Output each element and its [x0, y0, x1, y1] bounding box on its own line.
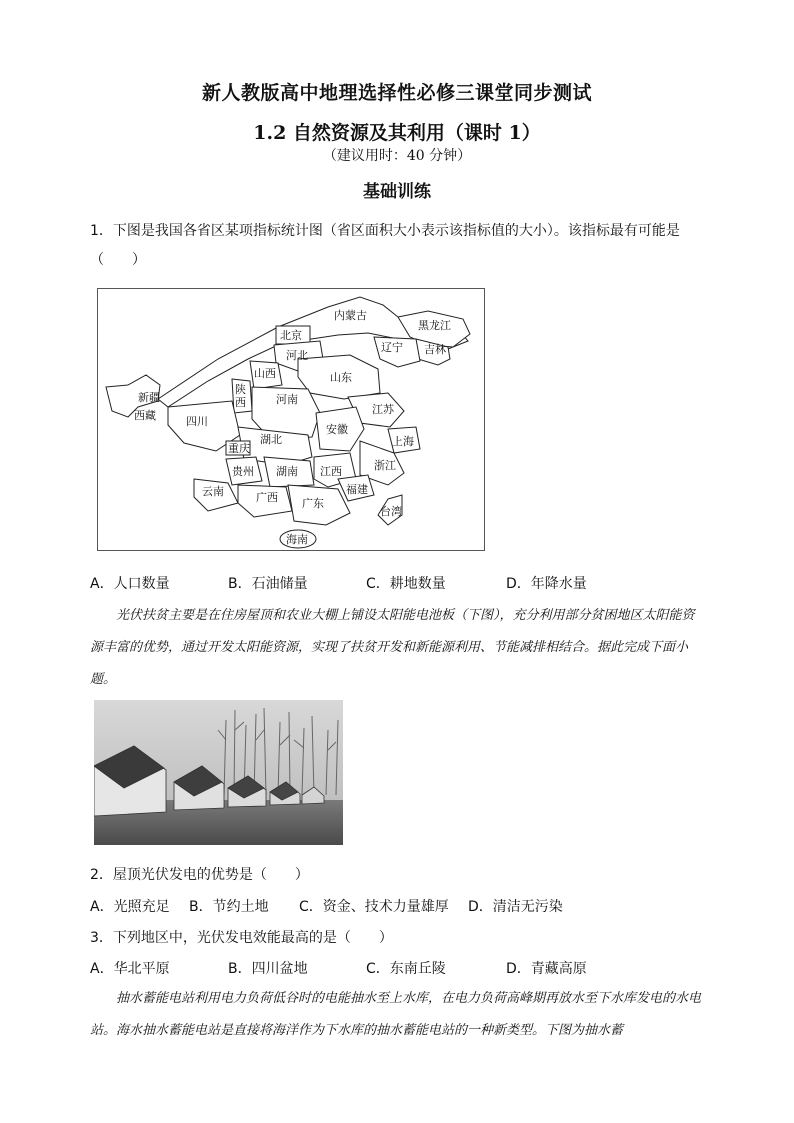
q3-option-a[interactable]: A．华北平原 [90, 961, 170, 977]
q1-option-b[interactable]: B．石油储量 [228, 576, 308, 592]
section-heading: 基础训练 [363, 182, 431, 202]
label-jilin: 吉林 [424, 343, 446, 356]
label-shaanxi-1: 陕 [235, 383, 246, 396]
label-hubei: 湖北 [260, 433, 282, 446]
label-sichuan: 四川 [186, 415, 208, 428]
label-taiwan: 台湾 [380, 505, 402, 518]
passage-solar: 光伏扶贫主要是在住房屋顶和农业大棚上铺设太阳能电池板（下图），充分利用部分贫困地区太阳能资源丰富的优势，通过开发太阳能资源，实现了扶贫开发和新能源利用、节能减排相结合。据此完成下面小题。 [90, 608, 695, 687]
q2-option-d[interactable]: D．清洁无污染 [468, 899, 563, 915]
question-3-stem: 3．下列地区中，光伏发电效能最高的是（ ） [90, 930, 393, 946]
question-2-options [90, 896, 563, 916]
q1-option-c[interactable]: C．耕地数量 [366, 576, 446, 592]
question-2-stem: 2．屋顶光伏发电的优势是（ ） [90, 867, 309, 883]
label-jiangxi: 江西 [320, 465, 342, 478]
label-neimenggu: 内蒙古 [334, 309, 367, 322]
label-shanxi: 山西 [254, 367, 276, 380]
label-guizhou: 贵州 [232, 465, 254, 478]
label-jiangsu: 江苏 [372, 403, 394, 416]
label-shanghai: 上海 [392, 435, 414, 448]
label-liaoning: 辽宁 [381, 341, 403, 354]
label-shandong: 山东 [330, 371, 352, 384]
label-hebei: 河北 [286, 349, 308, 362]
label-fujian: 福建 [346, 483, 368, 496]
label-chongqing: 重庆 [228, 442, 250, 455]
label-hunan: 湖南 [276, 465, 298, 478]
q1-option-d[interactable]: D．年降水量 [506, 576, 587, 592]
label-shaanxi-2: 西 [235, 396, 246, 409]
solar-rooftop-photo [94, 700, 343, 845]
lesson-title: 1.2 自然资源及其利用（课时 1） [253, 122, 541, 144]
q2-option-a[interactable]: A．光照充足 [90, 899, 170, 915]
time-note: （建议用时：40 分钟） [322, 148, 472, 164]
label-beijing: 北京 [280, 329, 302, 342]
label-xinjiang: 新疆 [138, 391, 160, 404]
label-zhejiang: 浙江 [374, 459, 396, 472]
question-1-options [90, 573, 587, 593]
question-1-stem: 1．下图是我国各省区某项指标统计图（省区面积大小表示该指标值的大小）。该指标最有可能是 [90, 223, 680, 239]
q2-option-b[interactable]: B．节约土地 [189, 899, 269, 915]
document-title: 新人教版高中地理选择性必修三课堂同步测试 [201, 82, 592, 104]
label-guangxi: 广西 [256, 491, 278, 504]
label-henan: 河南 [276, 393, 298, 406]
cartogram-map [97, 288, 485, 551]
q3-option-b[interactable]: B．四川盆地 [228, 961, 308, 977]
label-anhui: 安徽 [326, 423, 348, 436]
q3-option-d[interactable]: D．青藏高原 [506, 961, 587, 977]
q3-option-c[interactable]: C．东南丘陵 [366, 961, 446, 977]
label-yunnan: 云南 [202, 485, 224, 498]
question-1-blank: （ ） [90, 252, 146, 268]
q2-option-c[interactable]: C．资金、技术力量雄厚 [299, 899, 449, 915]
passage-pumped-storage: 抽水蓄能电站利用电力负荷低谷时的电能抽水至上水库，在电力负荷高峰期再放水至下水库发电的水电站。海水抽水蓄能电站是直接将海洋作为下水库的抽水蓄能电站的一种新类型。下图为抽水蓄 [90, 991, 702, 1038]
label-hainan: 海南 [286, 533, 308, 546]
label-guangdong: 广东 [302, 497, 324, 510]
q1-option-a[interactable]: A．人口数量 [90, 576, 170, 592]
question-3-options [90, 958, 587, 978]
label-xizang: 西藏 [134, 409, 156, 422]
label-heilongjiang: 黑龙江 [418, 319, 451, 332]
